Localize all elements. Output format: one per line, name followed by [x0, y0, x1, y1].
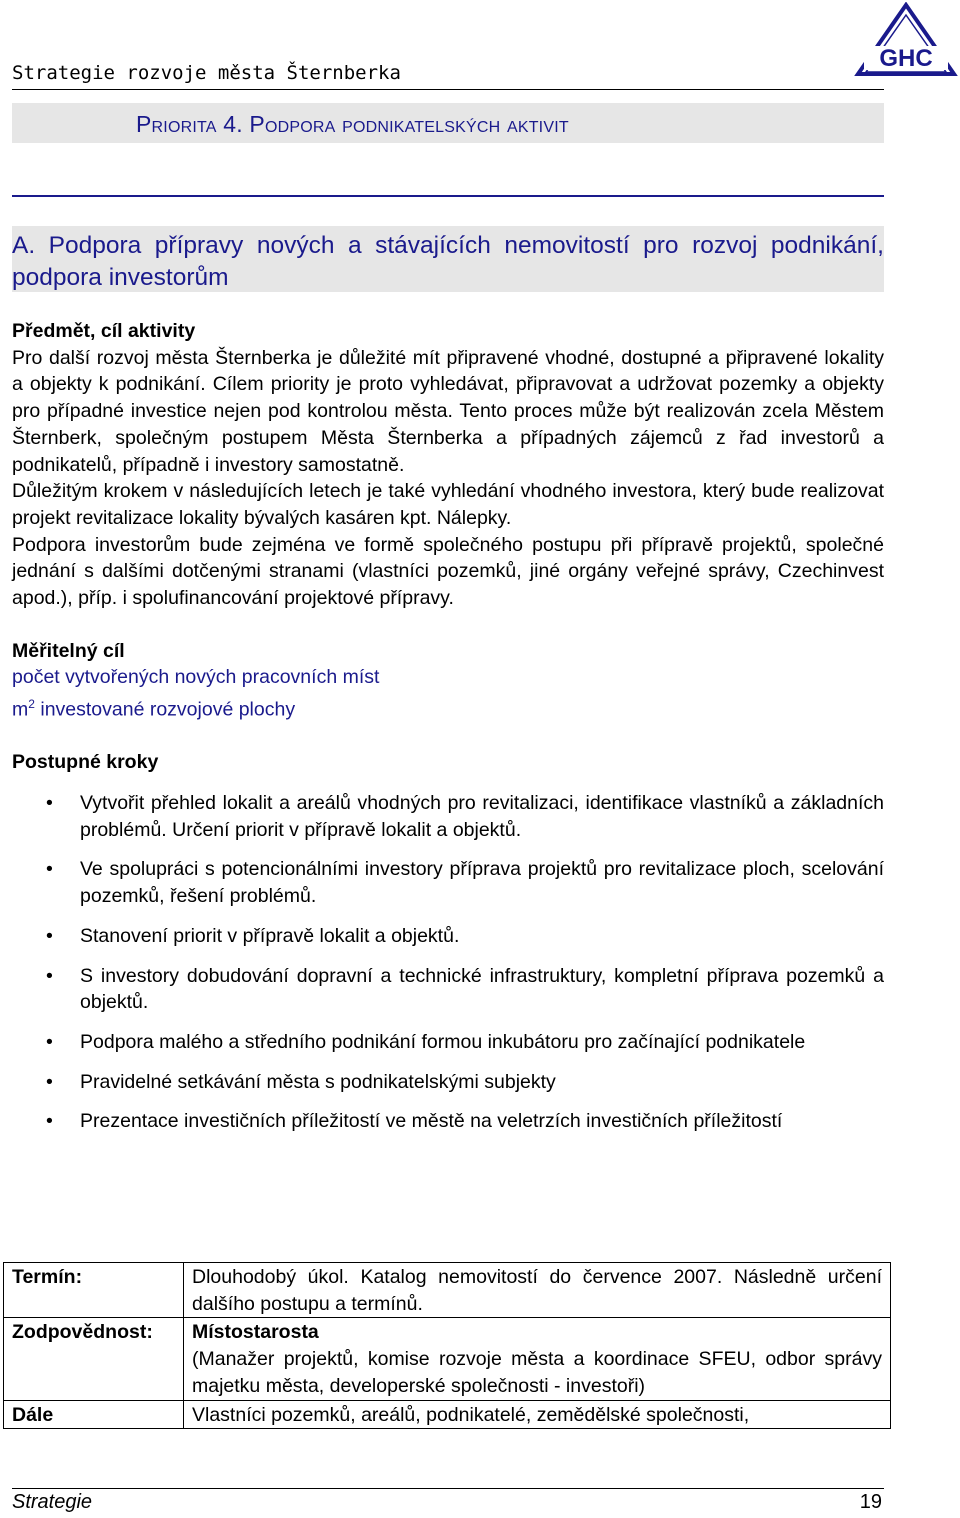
steps-heading: Postupné kroky — [12, 751, 159, 774]
list-item: • Prezentace investičních příležitostí ve městě na veletrzích investičních příležitostí — [12, 1108, 884, 1135]
bullet-icon: • — [46, 1030, 53, 1053]
bullet-icon: • — [46, 858, 53, 881]
responsibility-label: Zodpovědnost: — [4, 1318, 184, 1400]
main-content — [12, 318, 884, 1148]
bullet-icon: • — [46, 1110, 53, 1133]
ghc-logo — [854, 2, 958, 78]
measure-heading: Měřitelný cíl — [12, 639, 125, 662]
steps-list — [12, 790, 884, 1135]
responsibility-detail: (Manažer projektů, komise rozvoje města a koordinace SFEU, odbor správy majetku města, developerské společnosti - investoři) — [192, 1348, 882, 1397]
section-divider — [12, 195, 884, 197]
list-item: • Vytvořit přehled lokalit a areálů vhodných pro revitalizaci, identifikace vlastníků a základních problémů. Určení priorit v přípravě lokalit a objektů. — [46, 792, 884, 841]
table-row — [4, 1400, 891, 1429]
list-item: • Podpora malého a středního podnikání formou inkubátoru pro začínající podnikatele — [12, 1029, 884, 1056]
bullet-icon: • — [46, 792, 53, 815]
list-item: • Ve spolupráci s potencionálními investory příprava projektů pro revitalizace ploch, scelování pozemků, řešení problémů. — [46, 858, 884, 908]
responsibility-table — [3, 1262, 891, 1429]
footer-divider — [12, 1488, 884, 1489]
subject-heading: Předmět, cíl aktivity — [12, 320, 196, 342]
bullet-icon: • — [46, 964, 53, 987]
responsibility-value — [184, 1318, 891, 1400]
list-item: • Pravidelné setkávání města s podnikatelskými subjekty — [12, 1069, 884, 1096]
subject-paragraph: Podpora investorům bude zejména ve formě společného postupu při přípravě projektů, společné jednání s dalšími dotčenými stranami (vlastníci pozemků, jiné orgány veřejné správy, Czechinvest apod.), příp. i spolufinancování projektové přípravy. — [12, 533, 884, 610]
other-value: Vlastníci pozemků, areálů, podnikatelé, zemědělské společnosti, — [184, 1400, 891, 1429]
subject-paragraph: Pro další rozvoj města Šternberka je důležité mít připravené vhodné, dostupné a připravené lokality a objekty k podnikání. Cílem priority je proto vyhledávat, připravovat a udržovat pozemky a objekty pro případné investice nejen pod kontrolou města. Tento proces může být realizován zcela Městem Šternberk, společným postupem Města Šternberka a případných zájemců z řad investorů a podnikatelů, případně i investory samostatně. — [12, 346, 884, 476]
subject-paragraph: Důležitým krokem v následujících letech je také vyhledání vhodného investora, který bude realizovat projekt revitalizace lokality bývalých kasáren kpt. Nálepky. — [12, 480, 884, 529]
list-item: • Stanovení priorit v přípravě lokalit a objektů. — [12, 923, 884, 950]
bullet-icon: • — [46, 924, 53, 947]
bullet-icon: • — [46, 1070, 53, 1093]
measure-item: počet vytvořených nových pracovních míst — [12, 666, 380, 689]
list-item: • S investory dobudování dopravní a technické infrastruktury, kompletní příprava pozemků a objektů. — [46, 964, 884, 1014]
other-label: Dále — [4, 1400, 184, 1429]
logo-text: GHC — [879, 45, 933, 72]
responsibility-name: Místostarosta — [192, 1321, 319, 1344]
term-value: Dlouhodobý úkol. Katalog nemovitostí do července 2007. Následně určení dalšího postupu a termínů. — [184, 1263, 891, 1318]
footer-label: Strategie — [12, 1491, 93, 1513]
table-row — [4, 1263, 891, 1318]
document-title: Strategie rozvoje města Šternberka — [12, 62, 401, 84]
priority-title: Priorita 4. Podpora podnikatelských aktivit — [136, 111, 569, 137]
header-divider — [12, 89, 884, 90]
term-label: Termín: — [4, 1263, 184, 1318]
table-row — [4, 1318, 891, 1400]
section-title: A. Podpora přípravy nových a stávajících nemovitostí pro rozvoj podnikání, podpora investorům — [12, 232, 884, 291]
page-number: 19 — [859, 1491, 882, 1513]
priority-banner — [12, 103, 884, 143]
measure-item: $m^2$ investované rozvojové plochy — [12, 697, 296, 721]
